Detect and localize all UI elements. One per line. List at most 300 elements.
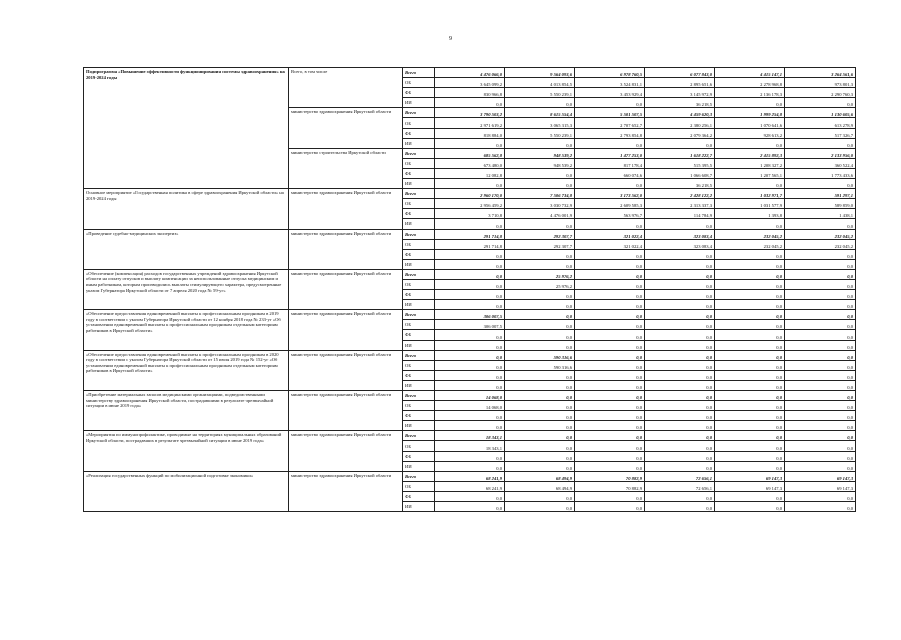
amount-cell: 72 656,1 (645, 481, 715, 491)
amount-cell: 0,0 (505, 310, 575, 320)
amount-cell: 0,0 (715, 219, 785, 229)
amount-cell: 0,0 (715, 98, 785, 108)
amount-cell: 2 313 337,3 (645, 199, 715, 209)
amount-cell: 0,0 (785, 138, 856, 148)
amount-cell: 0,0 (715, 431, 785, 441)
amount-cell: 0,0 (575, 360, 645, 370)
amount-cell: 1 208 327,2 (715, 158, 785, 168)
amount-cell: 0,0 (715, 491, 785, 501)
amount-cell: 563 976,7 (575, 209, 645, 219)
amount-cell: 4 476 066,0 (435, 68, 505, 78)
amount-cell: 1 438,1 (785, 209, 856, 219)
amount-cell: 0,0 (785, 451, 856, 461)
budget-table (83, 67, 856, 512)
amount-cell: 2 415 892,3 (715, 148, 785, 158)
amount-cell: 0,0 (505, 340, 575, 350)
funding-source-cell: Всего (403, 229, 435, 239)
funding-source-cell: ОБ (403, 481, 435, 491)
funding-source-cell: ФБ (403, 88, 435, 98)
amount-cell: 973 801,3 (785, 78, 856, 88)
amount-cell: 0,0 (505, 179, 575, 189)
funding-source-cell: Всего (403, 310, 435, 320)
amount-cell: 0,0 (645, 461, 715, 471)
amount-cell: 291 714,8 (435, 239, 505, 249)
amount-cell: 0,0 (785, 411, 856, 421)
activity-name-cell: «Обеспечение предоставления единовременной выплаты к профессиональным праздникам в 2020 году в соответствии с указом Губернатора Иркутской области от 15 июля 2019 года № 152-уг «Об установлении единовременной выплаты к профессиональным праздникам отдельным категориям работников в Иркутской области» (84, 350, 289, 390)
amount-cell: 0,0 (715, 502, 785, 512)
amount-cell: 0,0 (645, 138, 715, 148)
amount-cell: 0,0 (785, 320, 856, 330)
funding-source-cell: ОБ (403, 118, 435, 128)
amount-cell: 3 790 503,2 (435, 108, 505, 118)
amount-cell: 3 030 732,9 (505, 199, 575, 209)
amount-cell: 948 539,2 (505, 158, 575, 168)
amount-cell: 5 501 507,5 (575, 108, 645, 118)
funding-source-cell: ОБ (403, 320, 435, 330)
amount-cell: 0,0 (575, 391, 645, 401)
funding-source-cell: ФБ (403, 330, 435, 340)
amount-cell: 0,0 (435, 259, 505, 269)
amount-cell: 306 007,5 (435, 320, 505, 330)
amount-cell: 0,0 (575, 219, 645, 229)
amount-cell: 232 045,2 (715, 229, 785, 239)
amount-cell: 0,0 (575, 491, 645, 501)
funding-source-cell: ФБ (403, 411, 435, 421)
funding-source-cell: ИИ (403, 300, 435, 310)
funding-source-cell: ИИ (403, 219, 435, 229)
amount-cell: 0,0 (645, 491, 715, 501)
amount-cell: 2 609 585,3 (575, 199, 645, 209)
funding-source-cell: ФБ (403, 209, 435, 219)
executor-cell: министерство здравоохранения Иркутской области (289, 431, 403, 471)
amount-cell: 0,0 (505, 491, 575, 501)
funding-source-cell: Всего (403, 189, 435, 199)
amount-cell: 660 074,6 (575, 168, 645, 178)
amount-cell: 68 241,9 (435, 471, 505, 481)
amount-cell: 0,0 (715, 421, 785, 431)
amount-cell: 2 895 651,6 (645, 78, 715, 88)
amount-cell: 0,0 (505, 320, 575, 330)
amount-cell: 0,0 (645, 300, 715, 310)
amount-cell: 591 297,1 (785, 189, 856, 199)
funding-source-cell: ФБ (403, 370, 435, 380)
activity-name-cell: «Обеспечение (компенсация) расходов государственных учреждений здравоохранения Иркутской области на оплату отпусков и выплату компенсации за неиспользованные отпуска медицинским и иным работникам, которым производились выплаты стимулирующего характера, предусмотренные указом Губернатора Иркутской области от 7 апреля 2020 года № 59-уг» (84, 269, 289, 309)
table-row (84, 391, 856, 401)
amount-cell: 0,0 (715, 320, 785, 330)
amount-cell: 0,0 (575, 269, 645, 279)
amount-cell: 0,0 (575, 259, 645, 269)
funding-source-cell: Всего (403, 269, 435, 279)
executor-cell: министерство строительства Иркутской области (289, 148, 403, 188)
amount-cell: 0,0 (435, 330, 505, 340)
funding-source-cell: ИИ (403, 179, 435, 189)
amount-cell: 0,0 (785, 431, 856, 441)
amount-cell: 2 278 968,8 (715, 78, 785, 88)
executor-cell: Всего, в том числе (289, 68, 403, 108)
amount-cell: 0,0 (645, 219, 715, 229)
amount-cell: 0,0 (715, 350, 785, 360)
amount-cell: 323 083,4 (645, 239, 715, 249)
amount-cell: 6 077 843,0 (645, 68, 715, 78)
amount-cell: 68 241,9 (435, 481, 505, 491)
table-row (84, 189, 856, 199)
amount-cell: 1 393,8 (715, 209, 785, 219)
amount-cell: 25 976,2 (505, 269, 575, 279)
amount-cell: 0,0 (715, 179, 785, 189)
amount-cell: 0,0 (715, 411, 785, 421)
amount-cell: 7 506 734,8 (505, 189, 575, 199)
amount-cell: 0,0 (435, 451, 505, 461)
funding-source-cell: ИИ (403, 421, 435, 431)
amount-cell: 590 316,6 (505, 360, 575, 370)
amount-cell: 0,0 (645, 350, 715, 360)
funding-source-cell: ФБ (403, 491, 435, 501)
amount-cell: 0,0 (435, 370, 505, 380)
amount-cell: 306 007,5 (435, 310, 505, 320)
amount-cell: 0,0 (785, 98, 856, 108)
amount-cell: 1 031 577,9 (715, 199, 785, 209)
amount-cell: 0,0 (435, 461, 505, 471)
amount-cell: 292 307,7 (505, 239, 575, 249)
amount-cell: 0,0 (435, 219, 505, 229)
amount-cell: 1 999 254,8 (715, 108, 785, 118)
amount-cell: 292 307,7 (505, 229, 575, 239)
amount-cell: 3 145 972,9 (645, 88, 715, 98)
funding-source-cell: ОБ (403, 360, 435, 370)
amount-cell: 0,0 (645, 279, 715, 289)
amount-cell: 0,0 (785, 350, 856, 360)
amount-cell: 515 395,5 (645, 158, 715, 168)
activity-name-cell: «Приобретение материальных запасов медицинскими организациями, подведомственными министерству здравоохранения Иркутской области, пострадавшими в результате чрезвычайной ситуации в июне 2019 года» (84, 391, 289, 431)
amount-cell: 0,0 (435, 421, 505, 431)
amount-cell: 69 147,3 (785, 481, 856, 491)
amount-cell: 0,0 (575, 401, 645, 411)
amount-cell: 0,0 (645, 310, 715, 320)
executor-cell: министерство здравоохранения Иркутской области (289, 391, 403, 431)
funding-source-cell: ИИ (403, 461, 435, 471)
amount-cell: 0,0 (505, 401, 575, 411)
amount-cell: 673 480,0 (435, 158, 505, 168)
amount-cell: 2 428 122,2 (645, 189, 715, 199)
table-row (84, 68, 856, 78)
amount-cell: 0,0 (435, 249, 505, 259)
amount-cell: 0,0 (645, 401, 715, 411)
amount-cell: 0,0 (435, 491, 505, 501)
table-row (84, 269, 856, 279)
amount-cell: 0,0 (645, 249, 715, 259)
amount-cell: 0,0 (645, 330, 715, 340)
amount-cell: 5 550 239,1 (505, 128, 575, 138)
amount-cell: 0,0 (505, 168, 575, 178)
amount-cell: 0,0 (785, 279, 856, 289)
amount-cell: 0,0 (505, 461, 575, 471)
amount-cell: 36 218,5 (645, 98, 715, 108)
amount-cell: 291 714,8 (435, 229, 505, 239)
amount-cell: 0,0 (505, 300, 575, 310)
amount-cell: 18 343,1 (435, 431, 505, 441)
activity-name-cell: «Мероприятия по иммунопрофилактике, проводимые на территориях муниципальных образований Иркутской области, пострадавших в результате чрезвычайной ситуации в июне 2019 года» (84, 431, 289, 471)
amount-cell: 4 415 147,1 (715, 68, 785, 78)
amount-cell: 0,0 (785, 259, 856, 269)
amount-cell: 0,0 (785, 421, 856, 431)
amount-cell: 928 613,2 (715, 128, 785, 138)
amount-cell: 948 539,2 (505, 148, 575, 158)
amount-cell: 0,0 (645, 360, 715, 370)
amount-cell: 360 522,4 (785, 158, 856, 168)
amount-cell: 68 494,9 (505, 471, 575, 481)
amount-cell: 0,0 (575, 502, 645, 512)
amount-cell: 0,0 (435, 269, 505, 279)
amount-cell: 613 278,9 (785, 118, 856, 128)
amount-cell: 589 859,0 (785, 199, 856, 209)
amount-cell: 0,0 (575, 451, 645, 461)
amount-cell: 0,0 (715, 300, 785, 310)
amount-cell: 69 147,3 (715, 471, 785, 481)
amount-cell: 0,0 (785, 360, 856, 370)
funding-source-cell: Всего (403, 68, 435, 78)
amount-cell: 36 218,5 (645, 179, 715, 189)
executor-cell: министерство здравоохранения Иркутской области (289, 108, 403, 148)
funding-source-cell: Всего (403, 108, 435, 118)
amount-cell: 0,0 (575, 370, 645, 380)
amount-cell: 6 978 760,5 (575, 68, 645, 78)
funding-source-cell: ФБ (403, 128, 435, 138)
amount-cell: 0,0 (785, 310, 856, 320)
amount-cell: 0,0 (785, 380, 856, 390)
amount-cell: 3 645 099,2 (435, 78, 505, 88)
amount-cell: 321 022,4 (575, 239, 645, 249)
amount-cell: 5 550 239,1 (505, 88, 575, 98)
amount-cell: 0,0 (435, 98, 505, 108)
funding-source-cell: ИИ (403, 502, 435, 512)
amount-cell: 0,0 (435, 300, 505, 310)
amount-cell: 0,0 (645, 441, 715, 451)
amount-cell: 0,0 (435, 279, 505, 289)
amount-cell: 14 068,0 (435, 401, 505, 411)
amount-cell: 4 459 620,3 (645, 108, 715, 118)
amount-cell: 3 264 561,6 (785, 68, 856, 78)
amount-cell: 0,0 (785, 179, 856, 189)
amount-cell: 0,0 (715, 290, 785, 300)
funding-source-cell: ОБ (403, 199, 435, 209)
funding-source-cell: ОБ (403, 158, 435, 168)
amount-cell: 0,0 (435, 340, 505, 350)
amount-cell: 0,0 (575, 431, 645, 441)
amount-cell: 232 045,2 (785, 239, 856, 249)
funding-source-cell: Всего (403, 471, 435, 481)
funding-source-cell: Всего (403, 431, 435, 441)
executor-cell: министерство здравоохранения Иркутской области (289, 310, 403, 350)
amount-cell: 0,0 (575, 441, 645, 451)
amount-cell: 685 562,8 (435, 148, 505, 158)
amount-cell: 0,0 (505, 290, 575, 300)
amount-cell: 817 178,4 (575, 158, 645, 168)
amount-cell: 2 133 956,0 (785, 148, 856, 158)
amount-cell: 0,0 (645, 370, 715, 380)
amount-cell: 0,0 (575, 350, 645, 360)
amount-cell: 0,0 (435, 138, 505, 148)
amount-cell: 0,0 (575, 290, 645, 300)
amount-cell: 3 173 562,0 (575, 189, 645, 199)
amount-cell: 0,0 (505, 421, 575, 431)
amount-cell: 0,0 (435, 411, 505, 421)
funding-source-cell: ФБ (403, 451, 435, 461)
amount-cell: 0,0 (785, 461, 856, 471)
table-row (84, 350, 856, 360)
amount-cell: 70 882,9 (575, 471, 645, 481)
amount-cell: 0,0 (505, 431, 575, 441)
funding-source-cell: ОБ (403, 279, 435, 289)
amount-cell: 830 966,8 (435, 88, 505, 98)
amount-cell: 0,0 (645, 320, 715, 330)
amount-cell: 1 130 605,6 (785, 108, 856, 118)
amount-cell: 2 793 854,8 (575, 128, 645, 138)
amount-cell: 321 022,4 (575, 229, 645, 239)
funding-source-cell: ФБ (403, 290, 435, 300)
amount-cell: 0,0 (715, 360, 785, 370)
amount-cell: 2 380 256,1 (645, 118, 715, 128)
amount-cell: 0,0 (715, 310, 785, 320)
funding-source-cell: ИИ (403, 138, 435, 148)
amount-cell: 0,0 (575, 98, 645, 108)
table-row (84, 431, 856, 441)
executor-cell: министерство здравоохранения Иркутской области (289, 269, 403, 309)
amount-cell: 0,0 (645, 340, 715, 350)
amount-cell: 3 524 831,1 (575, 78, 645, 88)
amount-cell: 68 494,9 (505, 481, 575, 491)
funding-source-cell: ФБ (403, 168, 435, 178)
amount-cell: 0,0 (575, 310, 645, 320)
amount-cell: 2 956 459,2 (435, 199, 505, 209)
activity-name-cell: Основное мероприятие «Государственная политика в сфере здравоохранения Иркутской области» на 2019-2024 годы (84, 189, 289, 229)
amount-cell: 1 477 253,0 (575, 148, 645, 158)
amount-cell: 0,0 (715, 461, 785, 471)
amount-cell: 4 013 854,5 (505, 78, 575, 88)
amount-cell: 69 147,3 (715, 481, 785, 491)
funding-source-cell: ИИ (403, 98, 435, 108)
amount-cell: 0,0 (505, 259, 575, 269)
amount-cell: 0,0 (645, 411, 715, 421)
funding-source-cell: Всего (403, 148, 435, 158)
amount-cell: 590 316,6 (505, 350, 575, 360)
table-row (84, 471, 856, 481)
amount-cell: 0,0 (785, 330, 856, 340)
amount-cell: 0,0 (715, 279, 785, 289)
funding-source-cell: ОБ (403, 78, 435, 88)
amount-cell: 2 960 170,0 (435, 189, 505, 199)
amount-cell: 0,0 (505, 249, 575, 259)
amount-cell: 0,0 (505, 391, 575, 401)
funding-source-cell: ОБ (403, 239, 435, 249)
page-number: 9 (449, 36, 452, 42)
executor-cell: министерство здравоохранения Иркутской области (289, 189, 403, 229)
amount-cell: 0,0 (435, 360, 505, 370)
amount-cell: 0,0 (505, 98, 575, 108)
amount-cell: 0,0 (505, 380, 575, 390)
activity-name-cell: «Реализация государственных функций по мобилизационной подготовке экономики» (84, 471, 289, 511)
amount-cell: 0,0 (785, 300, 856, 310)
amount-cell: 2 971 619,2 (435, 118, 505, 128)
table-row (84, 229, 856, 239)
amount-cell: 0,0 (435, 380, 505, 390)
amount-cell: 0,0 (575, 179, 645, 189)
amount-cell: 0,0 (715, 380, 785, 390)
amount-cell: 0,0 (575, 279, 645, 289)
amount-cell: 0,0 (645, 451, 715, 461)
funding-source-cell: ИИ (403, 340, 435, 350)
amount-cell: 14 068,0 (435, 391, 505, 401)
amount-cell: 1 070 641,6 (715, 118, 785, 128)
amount-cell: 0,0 (645, 391, 715, 401)
amount-cell: 0,0 (785, 441, 856, 451)
amount-cell: 0,0 (505, 502, 575, 512)
amount-cell: 517 326,7 (785, 128, 856, 138)
amount-cell: 0,0 (715, 441, 785, 451)
amount-cell: 0,0 (645, 380, 715, 390)
amount-cell: 0,0 (575, 320, 645, 330)
amount-cell: 69 147,3 (785, 471, 856, 481)
activity-name-cell: Подпрограмма «Повышение эффективности функционирования системы здравоохранения» на 2019-2024 годы (84, 68, 289, 189)
amount-cell: 0,0 (575, 330, 645, 340)
executor-cell: министерство здравоохранения Иркутской области (289, 229, 403, 269)
executor-cell: министерство здравоохранения Иркутской области (289, 471, 403, 511)
amount-cell: 0,0 (785, 219, 856, 229)
amount-cell: 0,0 (715, 138, 785, 148)
funding-source-cell: ИИ (403, 259, 435, 269)
amount-cell: 818 884,0 (435, 128, 505, 138)
funding-source-cell: ОБ (403, 441, 435, 451)
amount-cell: 0,0 (715, 451, 785, 461)
amount-cell: 0,0 (785, 401, 856, 411)
amount-cell: 0,0 (785, 502, 856, 512)
amount-cell: 0,0 (435, 290, 505, 300)
amount-cell: 0,0 (645, 269, 715, 279)
funding-source-cell: Всего (403, 350, 435, 360)
amount-cell: 3 710,8 (435, 209, 505, 219)
amount-cell: 0,0 (575, 138, 645, 148)
amount-cell: 1 618 222,7 (645, 148, 715, 158)
funding-source-cell: ОБ (403, 401, 435, 411)
amount-cell: 2 707 652,7 (575, 118, 645, 128)
funding-source-cell: Всего (403, 391, 435, 401)
amount-cell: 1 207 565,1 (715, 168, 785, 178)
amount-cell: 0,0 (435, 179, 505, 189)
amount-cell: 0,0 (645, 259, 715, 269)
amount-cell: 0,0 (505, 451, 575, 461)
executor-cell: министерство здравоохранения Иркутской области (289, 350, 403, 390)
amount-cell: 0,0 (575, 421, 645, 431)
amount-cell: 0,0 (715, 340, 785, 350)
amount-cell: 0,0 (715, 249, 785, 259)
amount-cell: 0,0 (575, 300, 645, 310)
amount-cell: 12 082,8 (435, 168, 505, 178)
amount-cell: 0,0 (505, 219, 575, 229)
amount-cell: 0,0 (715, 370, 785, 380)
amount-cell: 0,0 (715, 269, 785, 279)
funding-source-cell: ИИ (403, 380, 435, 390)
amount-cell: 1 773 433,6 (785, 168, 856, 178)
amount-cell: 3 453 929,4 (575, 88, 645, 98)
amount-cell: 0,0 (785, 269, 856, 279)
amount-cell: 0,0 (435, 350, 505, 360)
amount-cell: 114 784,9 (645, 209, 715, 219)
amount-cell: 0,0 (785, 391, 856, 401)
amount-cell: 1 066 608,7 (645, 168, 715, 178)
amount-cell: 0,0 (575, 340, 645, 350)
amount-cell: 25 976,2 (505, 279, 575, 289)
amount-cell: 0,0 (785, 370, 856, 380)
amount-cell: 0,0 (715, 330, 785, 340)
